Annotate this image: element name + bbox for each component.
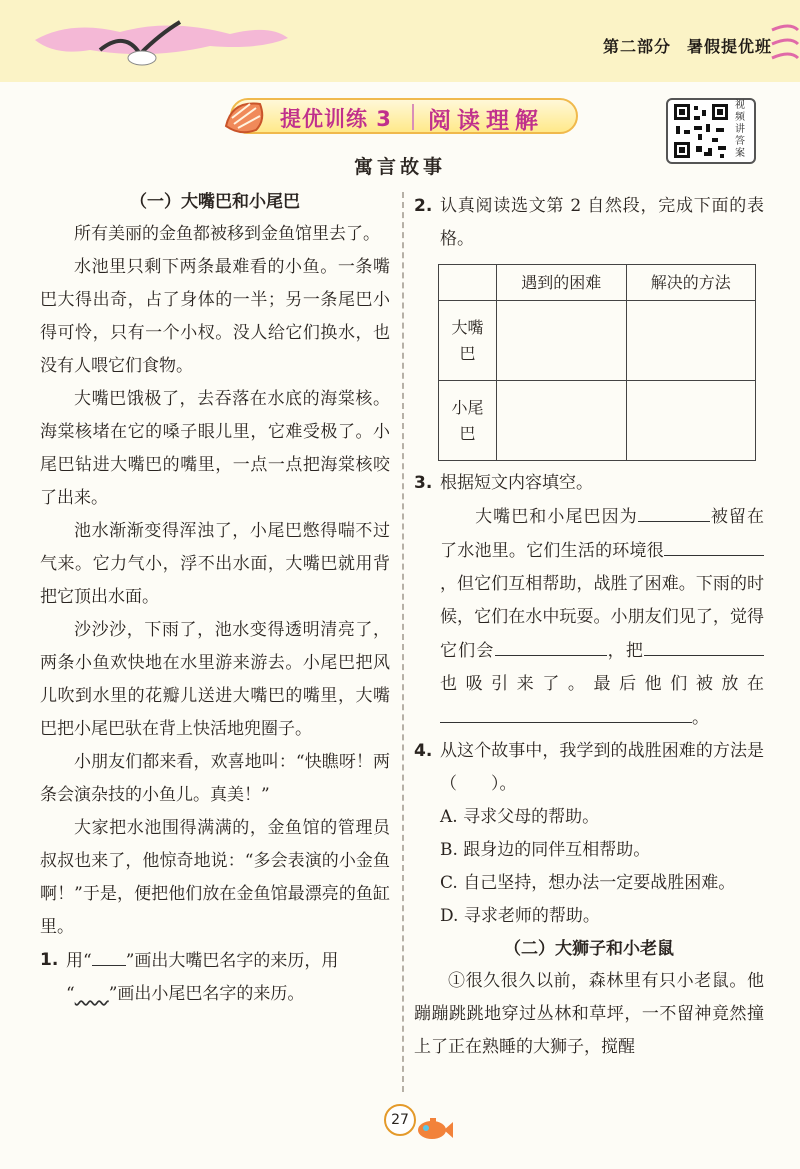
answer-cell[interactable]: [626, 301, 756, 381]
submarine-fish-icon: [414, 1114, 454, 1144]
answer-blank[interactable]: [664, 534, 764, 556]
story-paragraph: 水池里只剩下两条最难看的小鱼。一条嘴巴大得出奇，占了身体的一半；另一条尾巴小得可怜，只有一个小杈。没人给它们换水，也没有人喂它们食物。: [40, 257, 390, 376]
left-column: [40, 186, 390, 1011]
table-header-cell: 遇到的困难: [497, 265, 627, 301]
reading-label: 阅读理解: [428, 108, 544, 134]
story-paragraph: 沙沙沙，下雨了，池水变得透明清亮了，两条小鱼欢快地在水里游来游去。小尾巴把风儿吹到水里的花瓣儿送进大嘴巴的嘴里，大嘴巴把小尾巴驮在背上快活地兜圈子。: [40, 620, 390, 739]
question-text: 根据短文内容填空。: [440, 473, 593, 493]
story-paragraph: 小朋友们都来看，欢喜地叫：“快瞧呀！两条会演杂技的小鱼儿。真美！”: [40, 752, 390, 805]
story-paragraph: 所有美丽的金鱼都被移到金鱼馆里去了。: [74, 224, 380, 244]
question-number: 2.: [414, 196, 433, 216]
shell-icon: [222, 96, 268, 136]
curl-decoration: [770, 20, 800, 70]
question-number: 4.: [414, 741, 433, 761]
question-3: [414, 467, 764, 500]
table-header-cell: 解决的方法: [626, 265, 756, 301]
story-paragraph: 大家把水池围得满满的，金鱼馆的管理员叔叔也来了，他惊奇地说：“多会表演的小金鱼啊！”于是，便把他们放在金鱼馆最漂亮的鱼缸里。: [40, 818, 390, 937]
column-divider: [402, 192, 404, 1092]
seagull-cloud-decoration: [30, 10, 290, 74]
table-row-label: 大嘴巴: [439, 301, 497, 381]
right-column: [414, 190, 764, 1064]
question-text: 用“ ”画出大嘴巴名字的来历，用 “ ”画出小尾巴名字的来历。: [66, 944, 390, 1011]
story-paragraph: ①很久很久以前，森林里有只小老鼠。他蹦蹦跳跳地穿过丛林和草坪，一不留神竟然撞上了正在熟睡的大狮子，搅醒: [414, 971, 764, 1057]
answer-blank[interactable]: [537, 634, 607, 656]
question-1: [40, 944, 390, 1011]
answer-table: [438, 264, 756, 461]
answer-blank[interactable]: [638, 500, 710, 522]
option-a[interactable]: A. 寻求父母的帮助。: [440, 807, 600, 827]
question-number: 3.: [414, 473, 433, 493]
option-c[interactable]: C. 自己坚持，想办法一定要战胜困难。: [440, 873, 736, 893]
page-number: 27: [384, 1104, 416, 1136]
answer-blank[interactable]: [495, 634, 537, 656]
option-d[interactable]: D. 寻求老师的帮助。: [440, 906, 600, 926]
answer-blank[interactable]: [440, 701, 576, 723]
answer-cell[interactable]: [626, 381, 756, 461]
banner-divider: [412, 104, 414, 130]
straight-line-sample: [92, 944, 126, 966]
answer-cell[interactable]: [497, 301, 627, 381]
wavy-line-sample: [75, 984, 109, 1004]
answer-cell[interactable]: [497, 381, 627, 461]
story-title: （一）大嘴巴和小尾巴: [130, 192, 300, 212]
answer-blank[interactable]: [644, 634, 764, 656]
question-4: [414, 735, 764, 801]
story-paragraph: 池水渐渐变得浑浊了，小尾巴憋得喘不过气来。它力气小，浮不出水面，大嘴巴就用背把它顶出水面。: [40, 521, 390, 607]
question-2: [414, 190, 764, 256]
table-header-cell: [439, 265, 497, 301]
training-label: 提优训练 3: [280, 107, 392, 131]
fill-in-passage: 大嘴巴和小尾巴因为 被留在了水池里。它们生活的环境很，但它们互相帮助，战胜了困难。下雨的时候，它们在水中玩耍。小朋友们见了，觉得它们会 ，把也吸引来了。最后他们被放在。: [414, 500, 764, 735]
question-text: 从这个故事中，我学到的战胜困难的方法是（ ）。: [440, 741, 764, 794]
page-title: 寓言故事: [353, 156, 446, 178]
story-paragraph: 大嘴巴饿极了，去吞落在水底的海棠核。海棠核堵在它的嗓子眼儿里，它难受极了。小尾巴钻进大嘴巴的嘴里，一点一点把海棠核咬了出来。: [40, 389, 390, 508]
qr-label: 视频讲答案: [735, 100, 745, 159]
question-text: 认真阅读选文第 2 自然段，完成下面的表格。: [440, 196, 764, 249]
answer-blank[interactable]: [576, 701, 692, 723]
question-number: 1.: [40, 950, 59, 970]
section-label: 第二部分 暑假提优班: [602, 37, 772, 56]
option-b[interactable]: B. 跟身边的同伴互相帮助。: [440, 840, 651, 860]
table-row-label: 小尾巴: [439, 381, 497, 461]
story-title: （二）大狮子和小老鼠: [504, 939, 674, 959]
